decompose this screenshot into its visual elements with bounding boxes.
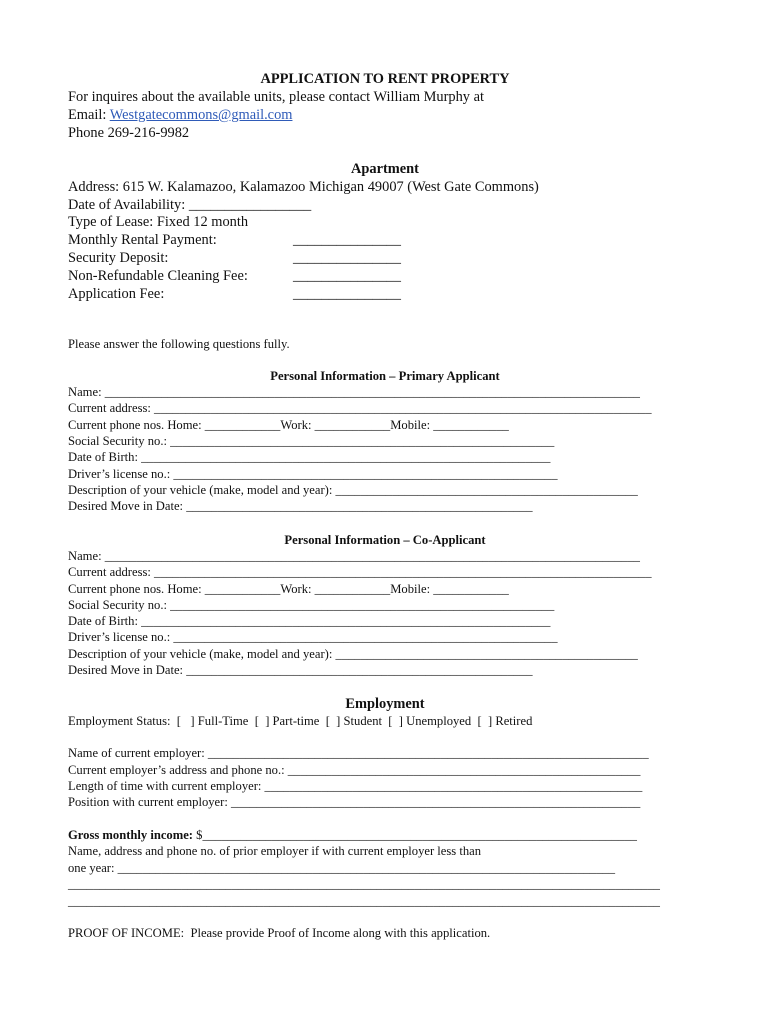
co-ssn-field[interactable]: Social Security no.: _____________________________________________________________ xyxy=(68,598,555,612)
lease-type: Type of Lease: Fixed 12 month xyxy=(68,214,249,230)
cleaning-fee-field[interactable]: _______________ xyxy=(293,268,401,284)
monthly-rent-field[interactable]: _______________ xyxy=(293,232,401,248)
primary-dob-field[interactable]: Date of Birth: _________________________________________________________________ xyxy=(68,450,551,464)
apartment-heading: Apartment xyxy=(351,161,419,177)
application-fee-field[interactable]: _______________ xyxy=(293,286,401,302)
security-deposit-field[interactable]: _______________ xyxy=(293,250,401,266)
current-employer-field[interactable]: Name of current employer: ______________________________________________________________________ xyxy=(68,746,649,760)
primary-name-field[interactable]: Name: _____________________________________________________________________________________ xyxy=(68,385,640,399)
primary-ssn-field[interactable]: Social Security no.: _____________________________________________________________ xyxy=(68,434,555,448)
email-line xyxy=(68,108,292,122)
contact-line: For inquires about the available units, please contact William Murphy at xyxy=(68,89,484,105)
co-move-in-field[interactable]: Desired Move in Date: _______________________________________________________ xyxy=(68,663,533,677)
gross-income-label: Gross monthly income: xyxy=(68,828,194,842)
primary-vehicle-field[interactable]: Description of your vehicle (make, model and year): ________________________________________________ xyxy=(68,483,638,497)
prior-employer-blank-1[interactable]: ______________________________________________________________________________________________ xyxy=(68,877,660,891)
co-applicant-heading: Personal Information – Co-Applicant xyxy=(284,533,486,547)
co-name-field[interactable]: Name: _____________________________________________________________________________________ xyxy=(68,549,640,563)
email-link[interactable]: Westgatecommons@gmail.com xyxy=(109,107,293,123)
phone-line: Phone 269-216-9982 xyxy=(68,125,190,141)
security-deposit-label: Security Deposit: xyxy=(68,250,169,266)
prior-employer-blank-2[interactable]: ______________________________________________________________________________________________ xyxy=(68,894,660,908)
employment-position-field[interactable]: Position with current employer: _________________________________________________________________ xyxy=(68,795,641,809)
proof-of-income-note: PROOF OF INCOME: Please provide Proof of Income along with this application. xyxy=(68,926,491,940)
primary-phone-field[interactable]: Current phone nos. Home: ____________Work: ____________Mobile: ____________ xyxy=(68,418,509,432)
co-phone-field[interactable]: Current phone nos. Home: ____________Work: ____________Mobile: ____________ xyxy=(68,582,509,596)
email-label: Email: xyxy=(68,107,110,123)
employment-status-options[interactable]: Employment Status: [ ] Full-Time [ ] Part-time [ ] Student [ ] Unemployed [ ] Retired xyxy=(68,714,533,728)
apartment-address: Address: 615 W. Kalamazoo, Kalamazoo Michigan 49007 (West Gate Commons) xyxy=(68,179,539,195)
co-vehicle-field[interactable]: Description of your vehicle (make, model and year): ________________________________________________ xyxy=(68,647,638,661)
co-license-field[interactable]: Driver’s license no.: _____________________________________________________________ xyxy=(68,630,558,644)
gross-income-blank[interactable]: $_____________________________________________________________________ xyxy=(193,828,637,842)
employer-address-field[interactable]: Current employer’s address and phone no.: ________________________________________________________ xyxy=(68,763,641,777)
employment-length-field[interactable]: Length of time with current employer: ____________________________________________________________ xyxy=(68,779,643,793)
co-dob-field[interactable]: Date of Birth: _________________________________________________________________ xyxy=(68,614,551,628)
prior-employer-field[interactable]: one year: _______________________________________________________________________________ xyxy=(68,861,616,875)
co-address-field[interactable]: Current address: _______________________________________________________________________________ xyxy=(68,565,652,579)
employment-heading: Employment xyxy=(345,696,425,712)
prior-employer-label: Name, address and phone no. of prior employer if with current employer less than xyxy=(68,844,482,858)
instructions: Please answer the following questions fully. xyxy=(68,337,290,351)
primary-move-in-field[interactable]: Desired Move in Date: _______________________________________________________ xyxy=(68,499,533,513)
availability-field[interactable]: Date of Availability: _________________ xyxy=(68,197,312,213)
primary-license-field[interactable]: Driver’s license no.: _____________________________________________________________ xyxy=(68,467,558,481)
cleaning-fee-label: Non-Refundable Cleaning Fee: xyxy=(68,268,248,284)
primary-address-field[interactable]: Current address: _______________________________________________________________________________ xyxy=(68,401,652,415)
gross-income-field[interactable] xyxy=(68,829,637,842)
document-title: APPLICATION TO RENT PROPERTY xyxy=(260,71,510,87)
primary-applicant-heading: Personal Information – Primary Applicant xyxy=(270,369,500,383)
monthly-rent-label: Monthly Rental Payment: xyxy=(68,232,217,248)
application-fee-label: Application Fee: xyxy=(68,286,165,302)
